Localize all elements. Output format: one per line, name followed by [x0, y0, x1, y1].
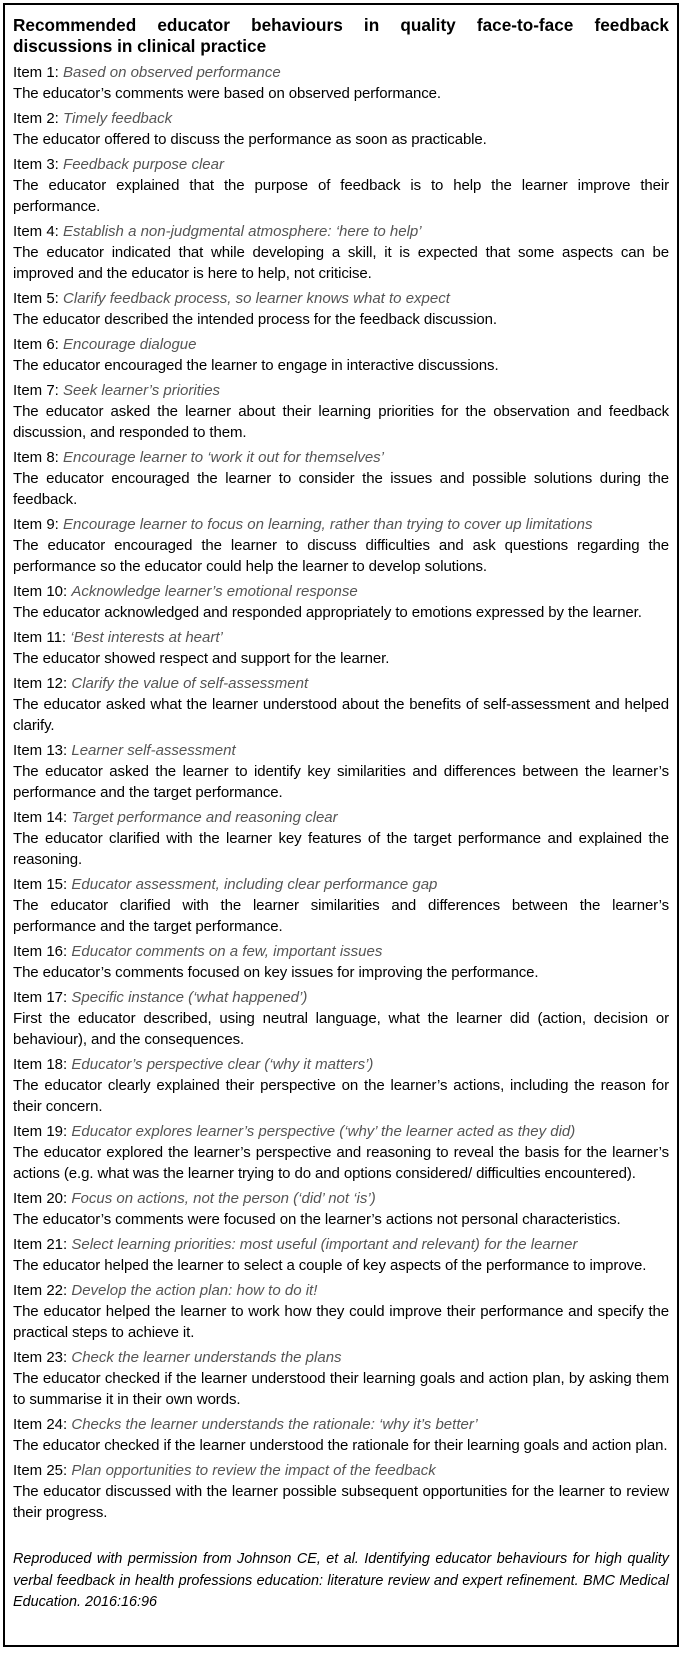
item-heading: [13, 332, 669, 355]
item-number: Item 19:: [13, 1123, 68, 1140]
list-item: [13, 1186, 669, 1230]
list-item: [13, 1458, 669, 1523]
item-number: Item 10:: [13, 583, 68, 600]
item-description: The educator described the intended process for the feedback discussion.: [13, 311, 497, 328]
item-name: Educator assessment, including clear performance gap: [71, 876, 438, 893]
item-heading: [13, 1458, 669, 1481]
item-number: Item 17:: [13, 989, 68, 1006]
item-name: Select learning priorities: most useful (important and relevant) for the learner: [71, 1236, 578, 1253]
item-description: The educator encouraged the learner to discuss difficulties and ask questions regarding the performance so the educator could help the learner to develop solutions.: [13, 537, 669, 575]
item-heading: [13, 60, 669, 83]
list-item: [13, 60, 669, 104]
list-item: [13, 332, 669, 376]
item-description: The educator acknowledged and responded appropriately to emotions expressed by the learner.: [13, 604, 642, 621]
item-name: Target performance and reasoning clear: [71, 809, 338, 826]
item-number: Item 6:: [13, 336, 59, 353]
item-description: The educator explained that the purpose of feedback is to help the learner improve their performance.: [13, 177, 669, 215]
item-heading: [13, 286, 669, 309]
item-description: The educator encouraged the learner to consider the issues and possible solutions during the feedback.: [13, 470, 669, 508]
item-heading: [13, 872, 669, 895]
item-description: The educator helped the learner to work how they could improve their performance and specify the practical steps to achieve it.: [13, 1303, 669, 1341]
list-item: [13, 445, 669, 510]
list-item: [13, 805, 669, 870]
item-description: The educator clarified with the learner similarities and differences between the learner’s performance and the target performance.: [13, 897, 669, 935]
item-name: Seek learner’s priorities: [63, 382, 221, 399]
item-number: Item 4:: [13, 223, 59, 240]
item-description: The educator checked if the learner understood the rationale for their learning goals and action plan.: [13, 1437, 668, 1454]
item-description: The educator’s comments were focused on the learner’s actions not personal characteristics.: [13, 1211, 621, 1228]
item-number: Item 13:: [13, 742, 68, 759]
list-item: [13, 579, 669, 623]
document-title: Recommended educator behaviours in quality face-to-face feedback discussions in clinical practice: [13, 15, 669, 56]
item-name: Educator comments on a few, important issues: [71, 943, 383, 960]
item-heading: [13, 1345, 669, 1368]
item-description: The educator asked what the learner understood about the benefits of self-assessment and helped clarify.: [13, 696, 669, 734]
item-name: Educator’s perspective clear (‘why it matters’): [71, 1056, 374, 1073]
item-heading: [13, 1052, 669, 1075]
item-name: ‘Best interests at heart’: [70, 629, 223, 646]
item-description: The educator checked if the learner understood their learning goals and action plan, by asking them to summarise it in their own words.: [13, 1370, 669, 1408]
item-description: The educator encouraged the learner to engage in interactive discussions.: [13, 357, 499, 374]
item-description: The educator clearly explained their perspective on the learner’s actions, including the reason for their concern.: [13, 1077, 669, 1115]
item-heading: [13, 671, 669, 694]
item-description: The educator explored the learner’s perspective and reasoning to reveal the basis for the learner’s actions (e.g. what was the learner trying to do and options considered/ difficulties encountered).: [13, 1144, 669, 1182]
item-number: Item 8:: [13, 449, 59, 466]
item-number: Item 20:: [13, 1190, 68, 1207]
list-item: [13, 106, 669, 150]
item-name: Encourage learner to focus on learning, rather than trying to cover up limitations: [63, 516, 593, 533]
item-heading: [13, 1119, 669, 1142]
item-number: Item 21:: [13, 1236, 68, 1253]
item-description: The educator asked the learner to identify key similarities and differences between the learner’s performance and the target performance.: [13, 763, 669, 801]
item-name: Educator explores learner’s perspective (‘why’ the learner acted as they did): [71, 1123, 576, 1140]
item-description: The educator’s comments focused on key issues for improving the performance.: [13, 964, 539, 981]
item-heading: [13, 1186, 669, 1209]
item-name: Based on observed performance: [63, 64, 281, 81]
item-description: The educator offered to discuss the performance as soon as practicable.: [13, 131, 487, 148]
item-number: Item 18:: [13, 1056, 68, 1073]
item-number: Item 15:: [13, 876, 68, 893]
list-item: [13, 1052, 669, 1117]
item-heading: [13, 1232, 669, 1255]
item-number: Item 25:: [13, 1462, 68, 1479]
item-number: Item 22:: [13, 1282, 68, 1299]
document-content: [13, 15, 669, 1614]
item-name: Clarify feedback process, so learner knows what to expect: [63, 290, 450, 307]
item-description: The educator discussed with the learner possible subsequent opportunities for the learner to review their progress.: [13, 1483, 669, 1521]
item-heading: [13, 378, 669, 401]
list-item: [13, 939, 669, 983]
list-item: [13, 1119, 669, 1184]
item-heading: [13, 152, 669, 175]
list-item: [13, 1232, 669, 1276]
item-description: The educator showed respect and support for the learner.: [13, 650, 390, 667]
item-number: Item 14:: [13, 809, 68, 826]
item-name: Specific instance (‘what happened’): [71, 989, 308, 1006]
item-name: Check the learner understands the plans: [71, 1349, 342, 1366]
citation-note: Reproduced with permission from Johnson CE, et al. Identifying educator behaviours for high quality verbal feedback in health professions education: literature review and expert refinement. BMC Medical Education. 2016:16:96: [13, 1551, 669, 1610]
item-name: Learner self-assessment: [71, 742, 236, 759]
item-description: The educator’s comments were based on observed performance.: [13, 85, 441, 102]
item-heading: [13, 445, 669, 468]
item-number: Item 11:: [13, 629, 67, 646]
list-item: [13, 1278, 669, 1343]
list-item: [13, 1412, 669, 1456]
item-number: Item 2:: [13, 110, 59, 127]
list-item: [13, 872, 669, 937]
item-name: Timely feedback: [63, 110, 173, 127]
list-item: [13, 219, 669, 284]
item-heading: [13, 106, 669, 129]
item-heading: [13, 738, 669, 761]
item-number: Item 3:: [13, 156, 59, 173]
list-item: [13, 286, 669, 330]
item-heading: [13, 805, 669, 828]
item-heading: [13, 939, 669, 962]
list-item: [13, 1345, 669, 1410]
item-name: Encourage dialogue: [63, 336, 197, 353]
document-box: [3, 3, 679, 1647]
item-name: Develop the action plan: how to do it!: [71, 1282, 318, 1299]
item-heading: [13, 1278, 669, 1301]
item-number: Item 1:: [13, 64, 59, 81]
list-item: [13, 378, 669, 443]
item-heading: [13, 219, 669, 242]
item-description: The educator clarified with the learner key features of the target performance and explained the reasoning.: [13, 830, 669, 868]
item-name: Checks the learner understands the rationale: ‘why it’s better’: [71, 1416, 478, 1433]
list-item: [13, 152, 669, 217]
item-heading: [13, 985, 669, 1008]
item-heading: [13, 1412, 669, 1435]
list-item: [13, 512, 669, 577]
item-list: [13, 60, 669, 1523]
item-number: Item 7:: [13, 382, 59, 399]
item-heading: [13, 579, 669, 602]
item-name: Establish a non-judgmental atmosphere: ‘here to help’: [63, 223, 422, 240]
item-number: Item 12:: [13, 675, 68, 692]
item-number: Item 23:: [13, 1349, 68, 1366]
item-number: Item 9:: [13, 516, 59, 533]
list-item: [13, 738, 669, 803]
item-description: The educator asked the learner about their learning priorities for the observation and feedback discussion, and responded to them.: [13, 403, 669, 441]
item-name: Clarify the value of self-assessment: [71, 675, 309, 692]
item-name: Feedback purpose clear: [63, 156, 224, 173]
item-number: Item 16:: [13, 943, 68, 960]
item-description: The educator indicated that while developing a skill, it is expected that some aspects can be improved and the educator is here to help, not criticise.: [13, 244, 669, 282]
item-description: First the educator described, using neutral language, what the learner did (action, decision or behaviour), and the consequences.: [13, 1010, 669, 1048]
item-name: Plan opportunities to review the impact of the feedback: [71, 1462, 436, 1479]
list-item: [13, 985, 669, 1050]
item-name: Acknowledge learner’s emotional response: [71, 583, 358, 600]
list-item: [13, 625, 669, 669]
item-number: Item 24:: [13, 1416, 68, 1433]
item-heading: [13, 512, 669, 535]
item-number: Item 5:: [13, 290, 59, 307]
item-description: The educator helped the learner to select a couple of key aspects of the performance to improve.: [13, 1257, 647, 1274]
item-name: Encourage learner to ‘work it out for themselves’: [63, 449, 385, 466]
item-name: Focus on actions, not the person (‘did’ not ‘is’): [71, 1190, 376, 1207]
list-item: [13, 671, 669, 736]
item-heading: [13, 625, 669, 648]
